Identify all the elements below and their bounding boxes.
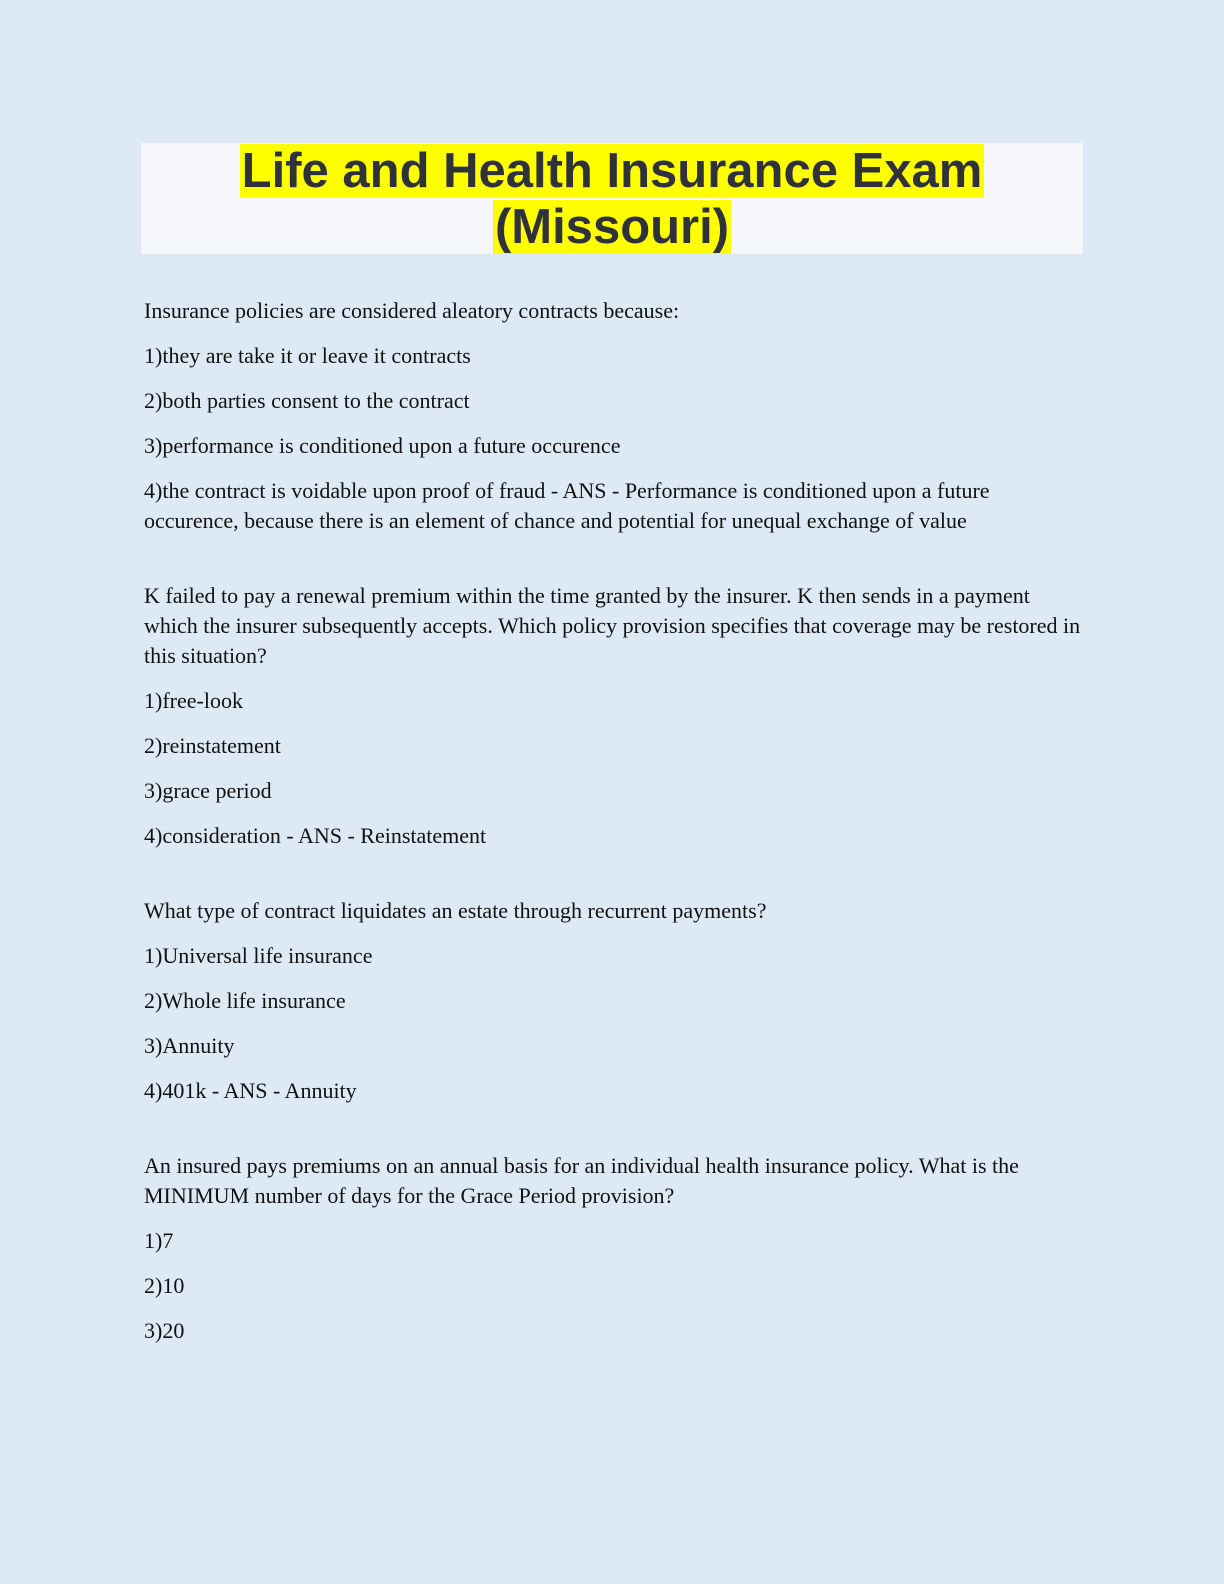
answer-option: 3)20 bbox=[144, 1318, 185, 1343]
answer-option: 4)consideration - ANS - Reinstatement bbox=[144, 823, 487, 848]
question-block-2 bbox=[144, 581, 1084, 851]
answer-option: 4)401k - ANS - Annuity bbox=[144, 1078, 357, 1103]
answer-option: 1)free-look bbox=[144, 688, 243, 713]
answer-option: 1)7 bbox=[144, 1228, 174, 1253]
question-block-4 bbox=[144, 1151, 1084, 1346]
question-block-1 bbox=[144, 296, 1084, 536]
answer-option: 2)both parties consent to the contract bbox=[144, 388, 470, 413]
answer-option: 1)Universal life insurance bbox=[144, 943, 373, 968]
title-line-1: Life and Health Insurance Exam bbox=[241, 144, 983, 198]
answer-option: 3)Annuity bbox=[144, 1033, 235, 1058]
answer-option: 2)Whole life insurance bbox=[144, 988, 346, 1013]
document-body bbox=[144, 296, 1084, 1391]
question-text: An insured pays premiums on an annual basis for an individual health insurance policy. What is the MINIMUM number of days for the Grace Period provision? bbox=[144, 1153, 1019, 1208]
answer-option: 2)reinstatement bbox=[144, 733, 281, 758]
question-text: What type of contract liquidates an estate through recurrent payments? bbox=[144, 898, 767, 923]
question-block-3 bbox=[144, 896, 1084, 1106]
answer-option: 3)grace period bbox=[144, 778, 272, 803]
title-line-2: (Missouri) bbox=[494, 200, 730, 254]
answer-option: 3)performance is conditioned upon a future occurence bbox=[144, 433, 621, 458]
answer-option: 4)the contract is voidable upon proof of fraud - ANS - Performance is conditioned upon a future occurence, because there is an element of chance and potential for unequal exchange of value bbox=[144, 478, 990, 533]
answer-option: 2)10 bbox=[144, 1273, 185, 1298]
question-text: K failed to pay a renewal premium within the time granted by the insurer. K then sends in a payment which the insurer subsequently accepts. Which policy provision specifies that coverage may be restored in this situation? bbox=[144, 583, 1081, 668]
answer-option: 1)they are take it or leave it contracts bbox=[144, 343, 471, 368]
question-text: Insurance policies are considered aleatory contracts because: bbox=[144, 298, 680, 323]
document-title bbox=[141, 143, 1083, 254]
